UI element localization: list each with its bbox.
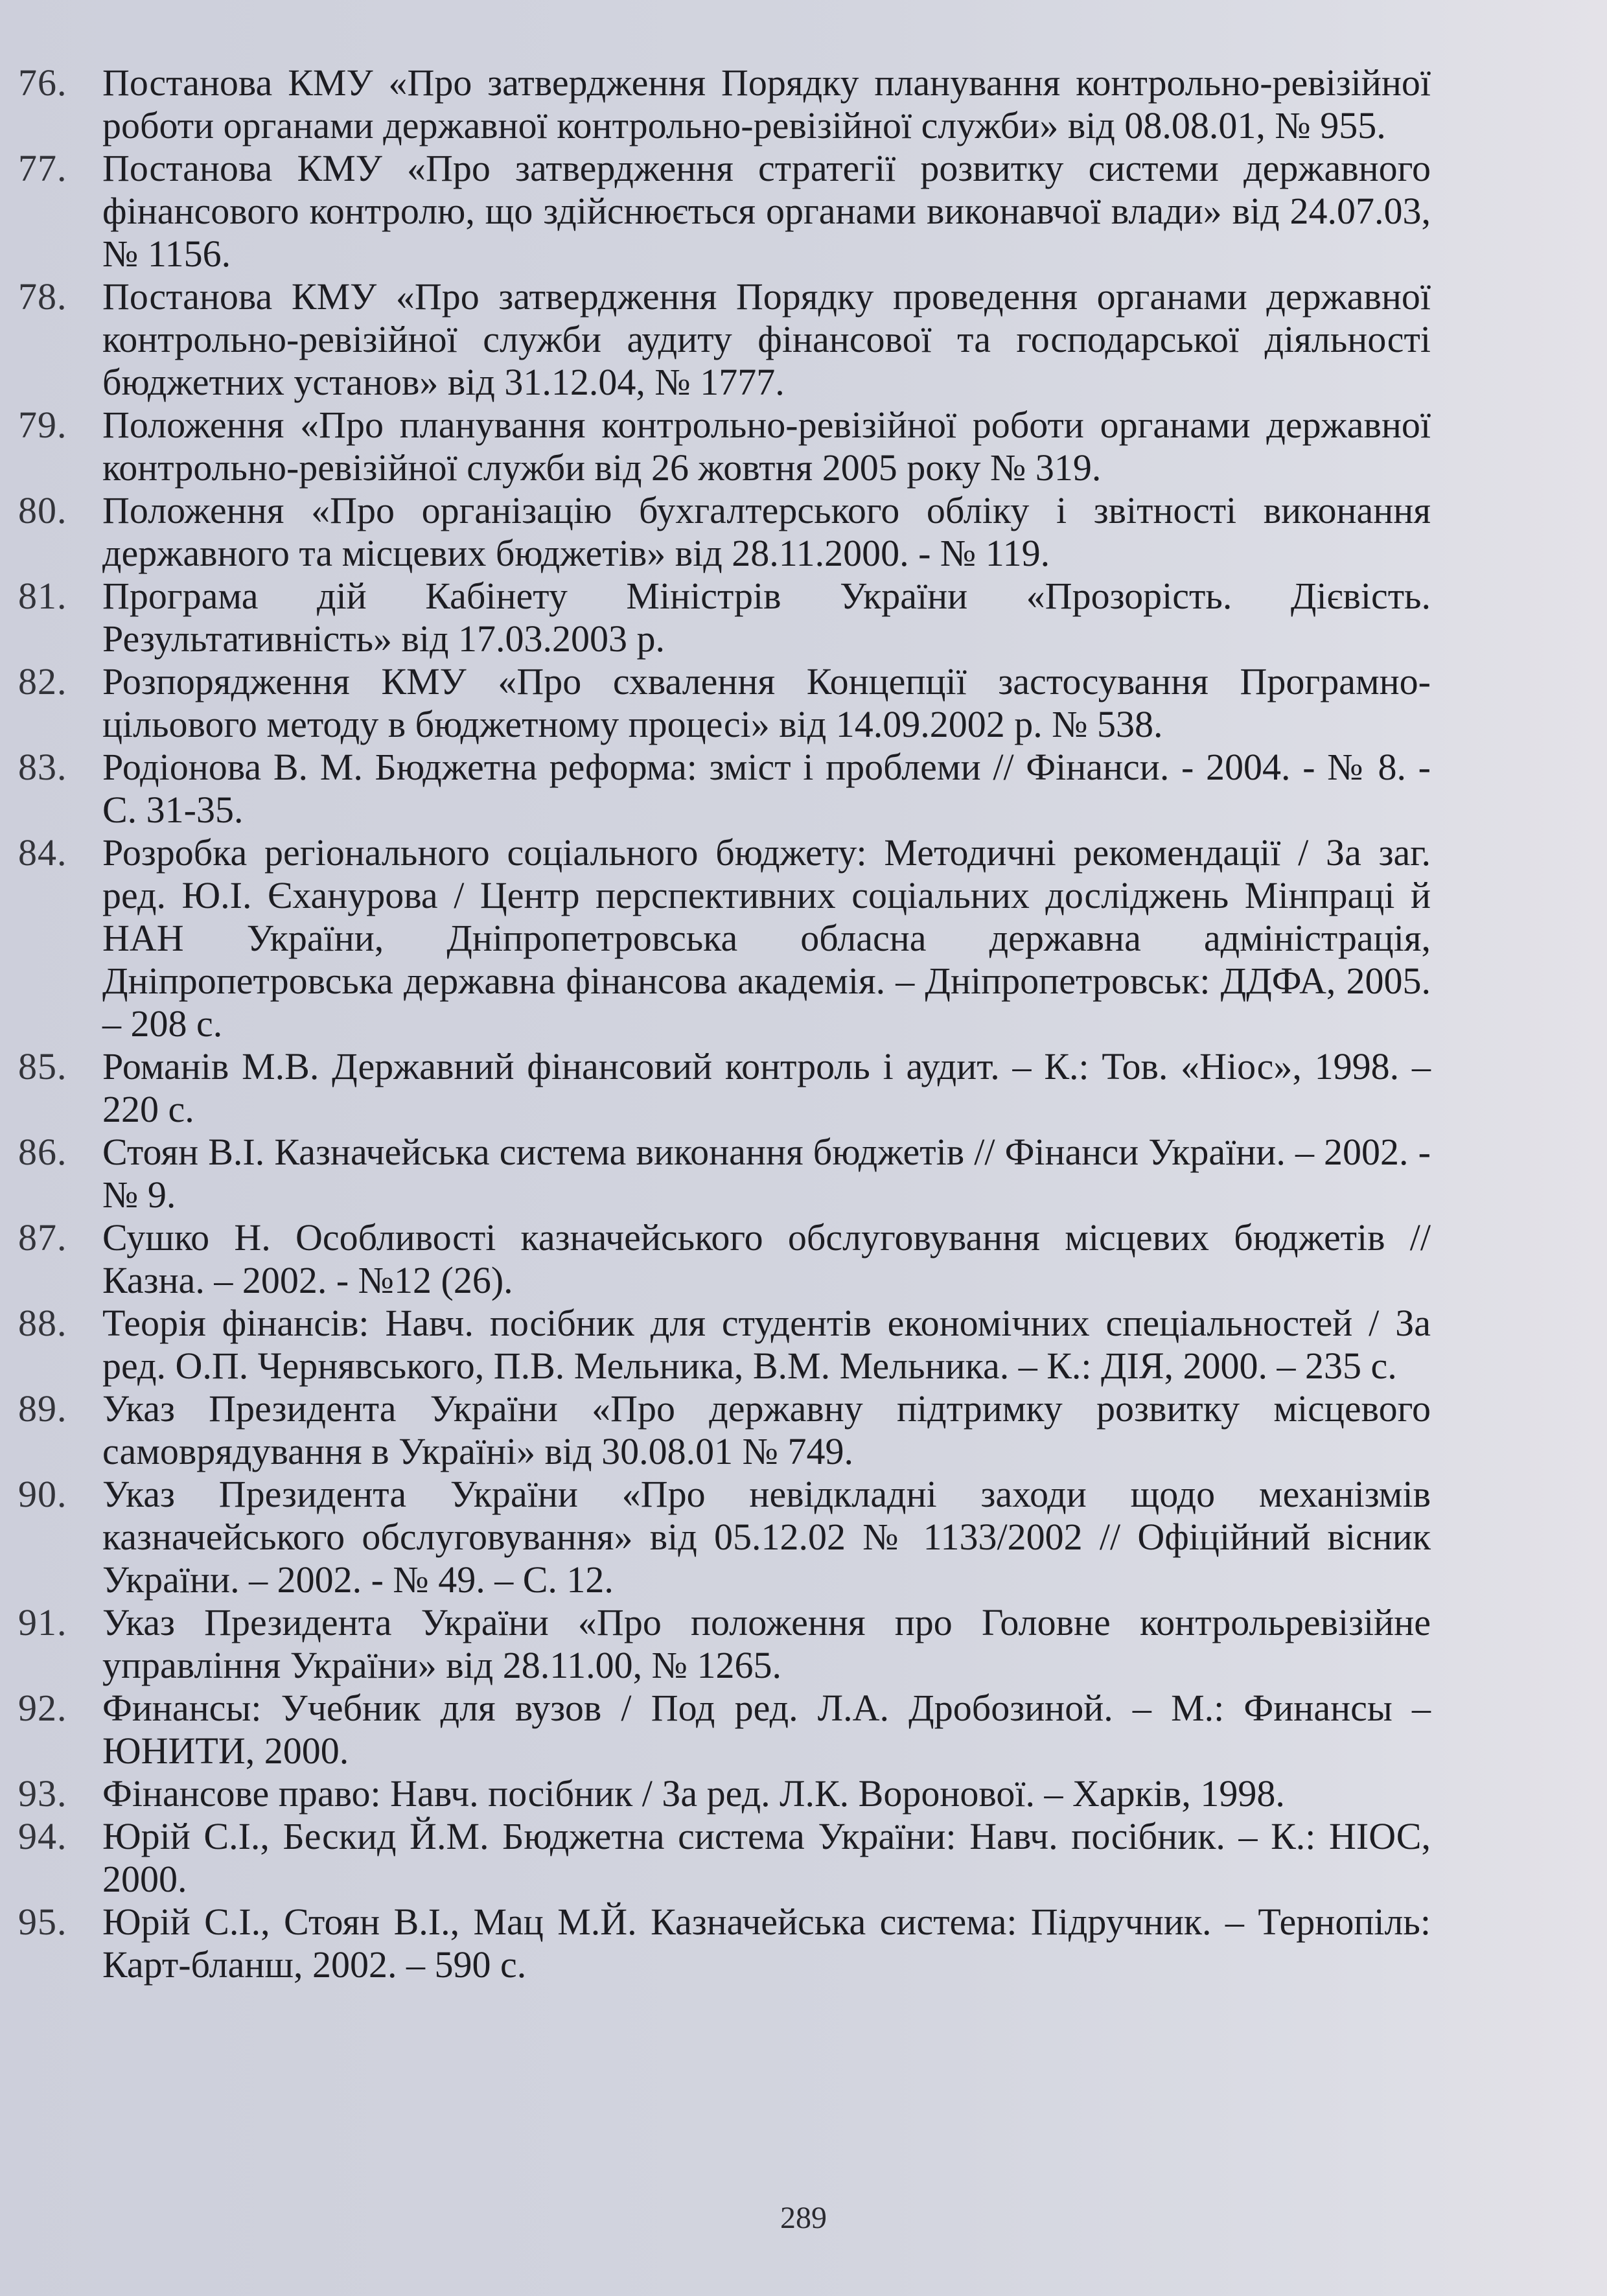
reference-number: 92.	[18, 1687, 67, 1729]
reference-text: Положення «Про планування контрольно-ревізійної роботи органами державної контрольно-ревізійної служби від 26 жовтня 2005 року № 319.	[102, 404, 1431, 489]
reference-number: 82.	[18, 660, 67, 702]
reference-text: Теорія фінансів: Навч. посібник для студентів економічних спеціальностей / За ред. О.П. Чернявського, П.В. Мельника, В.М. Мельника. – К.: ДІЯ, 2000. – 235 с.	[102, 1302, 1431, 1387]
reference-item-85	[0, 1045, 1431, 1131]
reference-text: Фінансове право: Навч. посібник / За ред. Л.К. Воронової. – Харків, 1998.	[102, 1772, 1285, 1815]
reference-text: Указ Президента України «Про положення про Головне контрольревізійне управління України» від 28.11.00, № 1265.	[102, 1601, 1431, 1686]
reference-item-84	[0, 831, 1431, 1045]
reference-text: Сушко Н. Особливості казначейського обслуговування місцевих бюджетів // Казна. – 2002. - №12 (26).	[102, 1216, 1431, 1301]
reference-item-83	[0, 746, 1431, 831]
reference-text: Розпорядження КМУ «Про схвалення Концепції застосування Програмно-цільового методу в бюджетному процесі» від 14.09.2002 р. № 538.	[102, 660, 1431, 745]
reference-number: 94.	[18, 1815, 67, 1857]
page-number: 289	[780, 2201, 827, 2235]
reference-item-82	[0, 660, 1431, 746]
reference-text: Постанова КМУ «Про затвердження Порядку планування контрольно-ревізійної роботи органами державної контрольно-ревізійної служби» від 08.08.01, № 955.	[102, 62, 1431, 146]
reference-item-78	[0, 275, 1431, 404]
reference-item-95	[0, 1901, 1431, 1986]
reference-number: 89.	[18, 1387, 67, 1430]
reference-item-88	[0, 1302, 1431, 1387]
reference-item-93	[0, 1772, 1431, 1815]
reference-number: 80.	[18, 489, 67, 531]
reference-number: 78.	[18, 275, 67, 318]
reference-number: 85.	[18, 1045, 67, 1087]
reference-item-94	[0, 1815, 1431, 1901]
reference-number: 95.	[18, 1901, 67, 1943]
reference-number: 86.	[18, 1131, 67, 1173]
reference-item-86	[0, 1131, 1431, 1216]
reference-text: Финансы: Учебник для вузов / Под ред. Л.А. Дробозиной. – М.: Финансы – ЮНИТИ, 2000.	[102, 1687, 1431, 1772]
reference-item-80	[0, 489, 1431, 575]
reference-text: Стоян В.І. Казначейська система виконання бюджетів // Фінанси України. – 2002. - № 9.	[102, 1131, 1431, 1216]
reference-item-79	[0, 404, 1431, 489]
reference-list	[0, 62, 1607, 1986]
reference-text: Юрій С.І., Стоян В.І., Мац М.Й. Казначейська система: Підручник. – Тернопіль: Карт-бланш, 2002. – 590 с.	[102, 1901, 1431, 1986]
reference-number: 76.	[18, 62, 67, 104]
reference-text: Романів М.В. Державний фінансовий контроль і аудит. – К.: Тов. «Ніос», 1998. – 220 с.	[102, 1045, 1431, 1130]
reference-text: Постанова КМУ «Про затвердження стратегії розвитку системи державного фінансового контролю, що здійснюється органами виконавчої влади» від 24.07.03, № 1156.	[102, 147, 1431, 275]
reference-item-91	[0, 1601, 1431, 1687]
reference-number: 88.	[18, 1302, 67, 1344]
reference-text: Родіонова В. М. Бюджетна реформа: зміст і проблеми // Фінанси. - 2004. - № 8. - С. 31-35.	[102, 746, 1431, 831]
reference-text: Юрій С.І., Бескид Й.М. Бюджетна система України: Навч. посібник. – К.: НІОС, 2000.	[102, 1815, 1431, 1900]
reference-number: 87.	[18, 1216, 67, 1258]
reference-number: 81.	[18, 575, 67, 617]
reference-text: Указ Президента України «Про невідкладні заходи щодо механізмів казначейського обслуговування» від 05.12.02 № 1133/2002 // Офіційний вісник України. – 2002. - № 49. – С. 12.	[102, 1473, 1431, 1601]
reference-item-89	[0, 1387, 1431, 1473]
reference-number: 91.	[18, 1601, 67, 1643]
reference-item-81	[0, 575, 1431, 660]
reference-number: 84.	[18, 831, 67, 874]
reference-number: 90.	[18, 1473, 67, 1515]
reference-text: Постанова КМУ «Про затвердження Порядку проведення органами державної контрольно-ревізійної служби аудиту фінансової та господарської діяльності бюджетних установ» від 31.12.04, № 1777.	[102, 275, 1431, 403]
reference-item-87	[0, 1216, 1431, 1302]
reference-text: Указ Президента України «Про державну підтримку розвитку місцевого самоврядування в Україні» від 30.08.01 № 749.	[102, 1387, 1431, 1472]
reference-item-76	[0, 62, 1431, 147]
reference-number: 79.	[18, 404, 67, 446]
reference-item-77	[0, 147, 1431, 275]
reference-number: 77.	[18, 147, 67, 189]
reference-item-92	[0, 1687, 1431, 1772]
reference-text: Програма дій Кабінету Міністрів України «Прозорість. Дієвість. Результативність» від 17.03.2003 р.	[102, 575, 1431, 660]
reference-text: Розробка регіонального соціального бюджету: Методичні рекомендації / За заг. ред. Ю.І. Єханурова / Центр перспективних соціальних досліджень Мінпраці й НАН України, Дніпропетровська обласна державна адміністрація, Дніпропетровська державна фінансова академія. – Дніпропетровськ: ДДФА, 2005. – 208 с.	[102, 831, 1431, 1045]
reference-item-90	[0, 1473, 1431, 1601]
reference-number: 83.	[18, 746, 67, 788]
reference-text: Положення «Про організацію бухгалтерського обліку і звітності виконання державного та місцевих бюджетів» від 28.11.2000. - № 119.	[102, 489, 1431, 574]
reference-number: 93.	[18, 1772, 67, 1815]
